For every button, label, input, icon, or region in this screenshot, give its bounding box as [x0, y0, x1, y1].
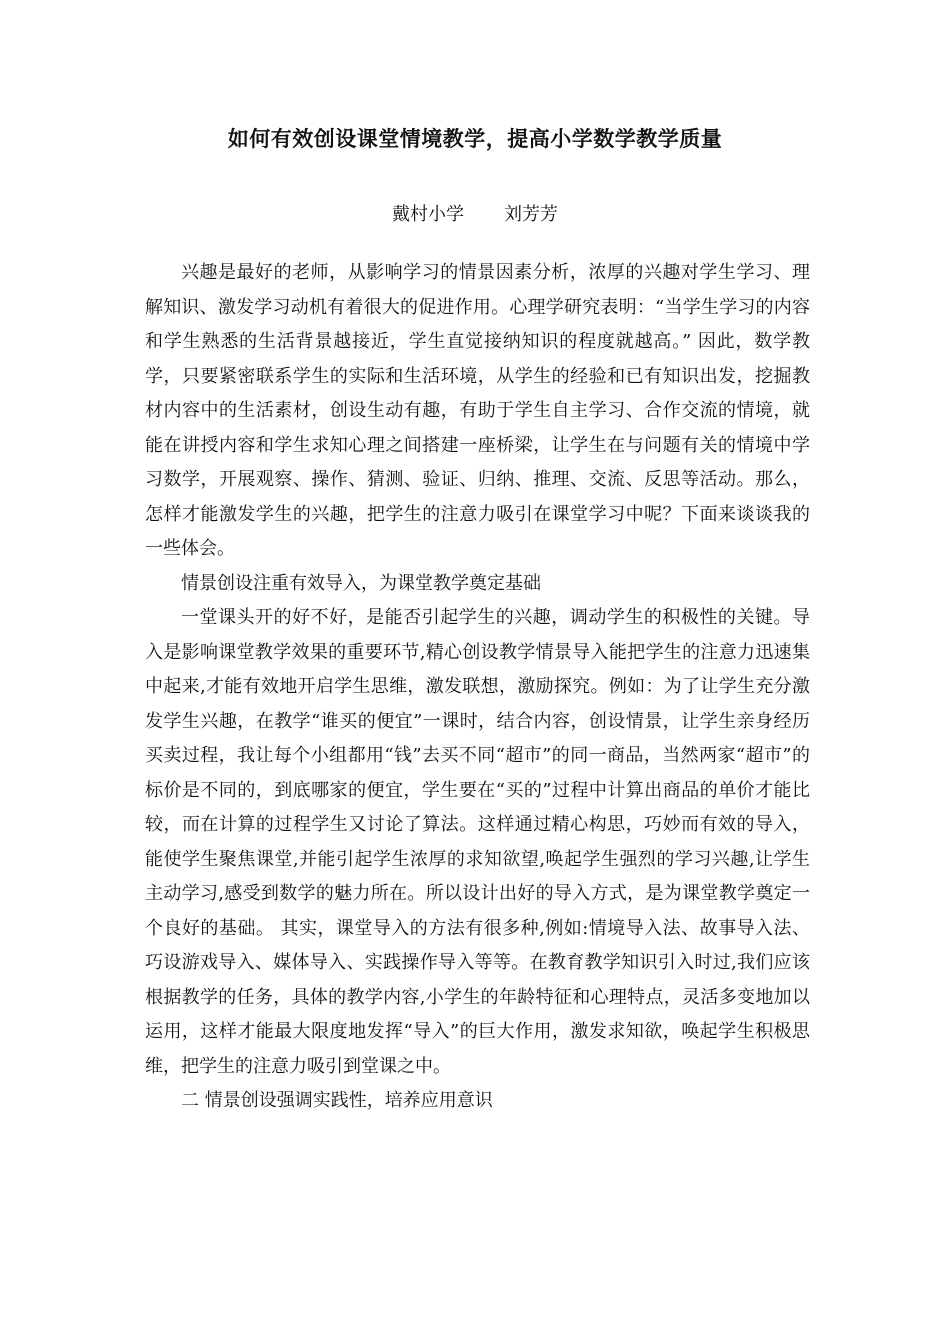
document-title: 如何有效创设课堂情境教学，提高小学数学教学质量: [227, 126, 723, 151]
school-name: 戴村小学: [392, 204, 464, 225]
document-body: [145, 256, 810, 1119]
section-heading-2: 二 情景创设强调实践性，培养应用意识: [181, 1090, 493, 1111]
author-name: 刘芳芳: [504, 204, 558, 225]
intro-paragraph: 兴趣是最好的老师，从影响学习的情景因素分析，浓厚的兴趣对学生学习、理解知识、激发学习动机有着很大的促进作用。心理学研究表明：“当学生学习的内容和学生熟悉的生活背景越接近，学生直觉接纳知识的程度就越高。” 因此，数学教学，只要紧密联系学生的实际和生活环境，从学生的经验和已有知识出发，挖掘教材内容中的生活素材，创设生动有趣，有助于学生自主学习、合作交流的情境，就能在讲授内容和学生求知心理之间搭建一座桥梁，让学生在与问题有关的情境中学习数学，开展观察、操作、猜测、验证、归纳、推理、交流、反思等活动。那么，怎样才能激发学生的兴趣，把学生的注意力吸引在课堂学习中呢？下面来谈谈我的一些体会。: [145, 262, 810, 559]
section-1-paragraph: 一堂课头开的好不好，是能否引起学生的兴趣，调动学生的积极性的关键。导入是影响课堂教学效果的重要环节,精心创设教学情景导入能把学生的注意力迅速集中起来,才能有效地开启学生思维，激发联想，激励探究。例如：为了让学生充分激发学生兴趣，在教学“谁买的便宜”一课时，结合内容，创设情景，让学生亲身经历买卖过程，我让每个小组都用“钱”去买不同“超市”的同一商品，当然两家“超市”的标价是不同的，到底哪家的便宜，学生要在“买的”过程中计算出商品的单价才能比较，而在计算的过程学生又讨论了算法。这样通过精心构思，巧妙而有效的导入，能使学生聚焦课堂,并能引起学生浓厚的求知欲望,唤起学生强烈的学习兴趣,让学生主动学习,感受到数学的魅力所在。所以设计出好的导入方式，是为课堂教学奠定一个良好的基础。 其实，课堂导入的方法有很多种,例如:情境导入法、故事导入法、巧设游戏导入、媒体导入、实践操作导入等等。在教育教学知识引入时过,我们应该根据教学的任务，具体的教学内容,小学生的年龄特征和心理特点，灵活多变地加以运用，这样才能最大限度地发挥“导入”的巨大作用，激发求知欲，唤起学生积极思维，把学生的注意力吸引到堂课之中。: [145, 607, 810, 1077]
author-line: [0, 200, 950, 226]
section-heading-1: 情景创设注重有效导入，为课堂教学奠定基础: [181, 572, 541, 594]
